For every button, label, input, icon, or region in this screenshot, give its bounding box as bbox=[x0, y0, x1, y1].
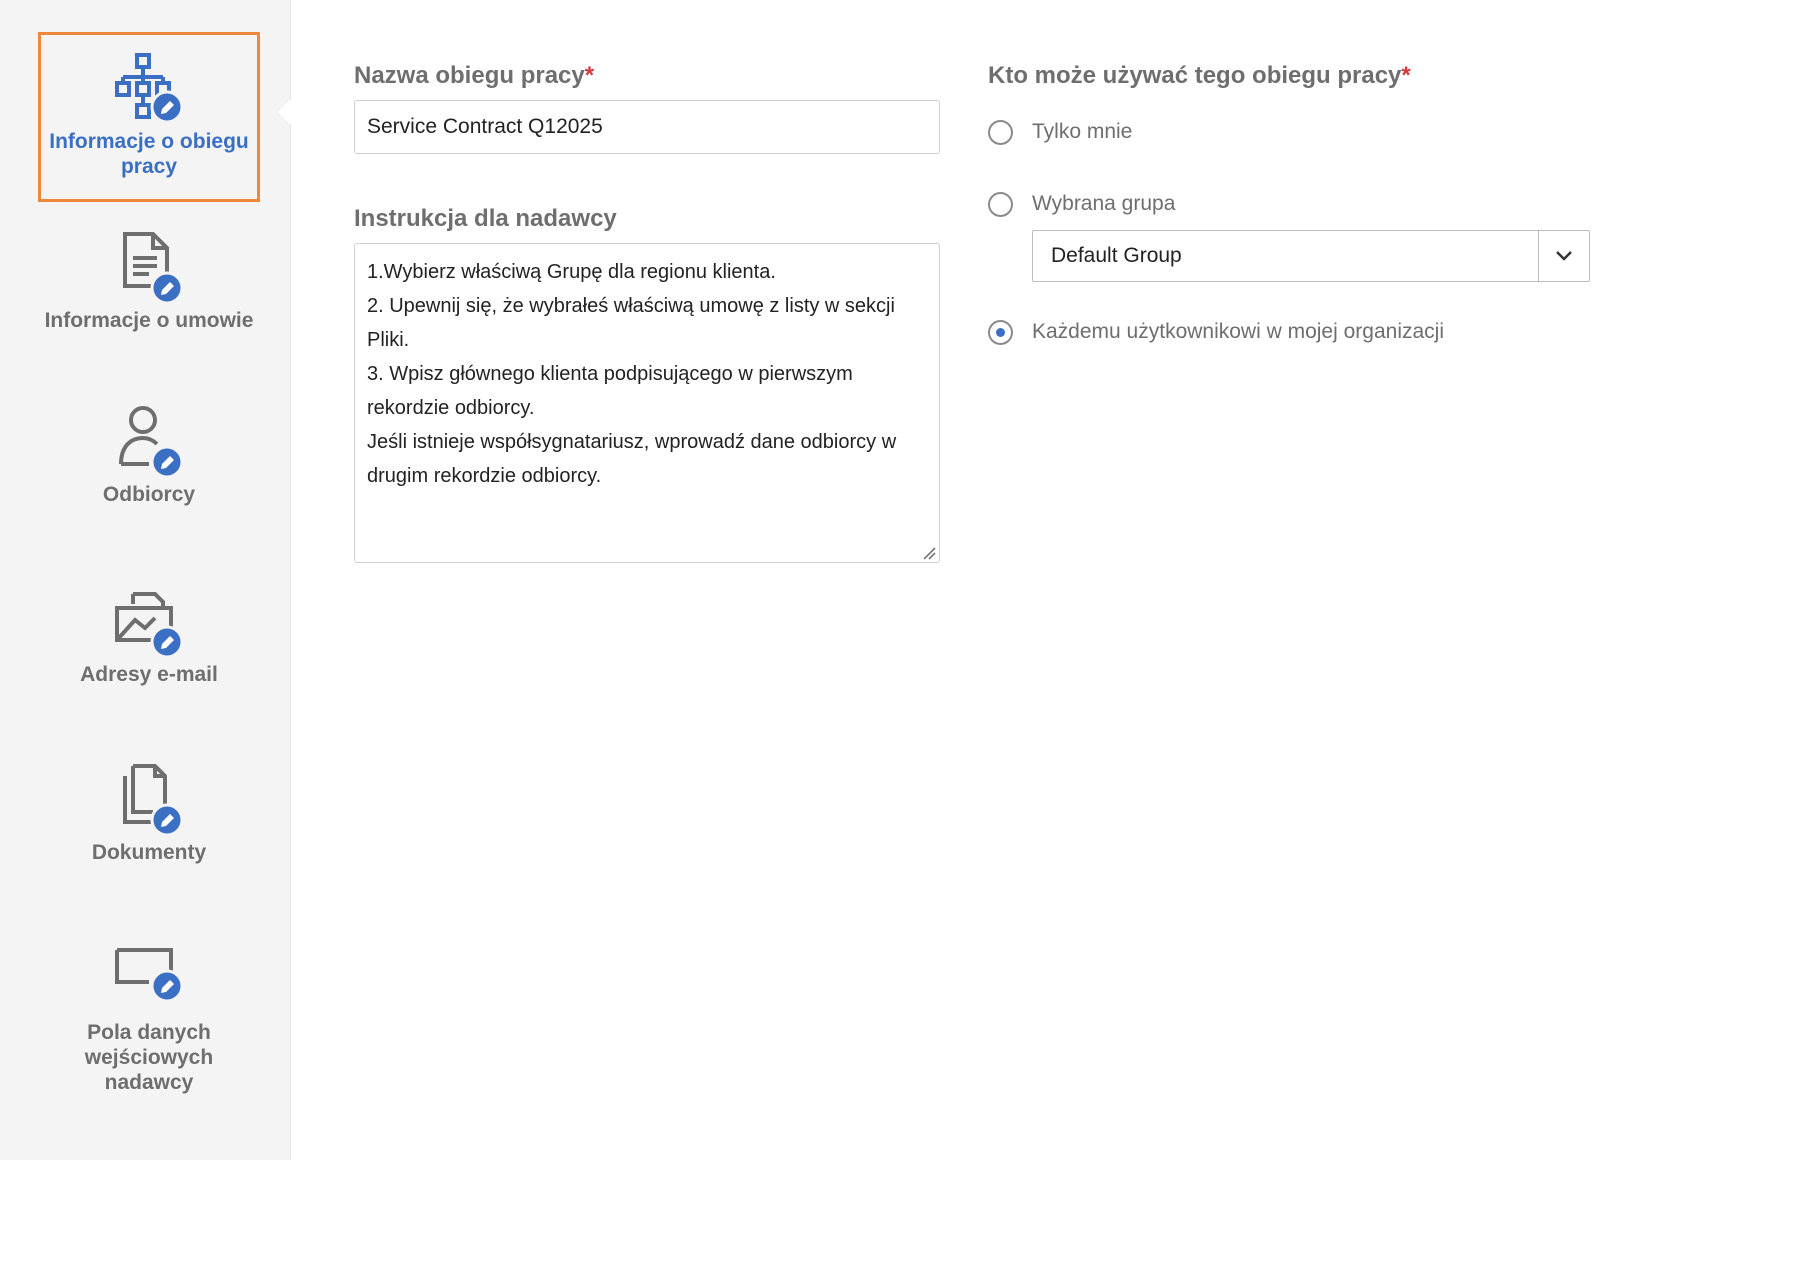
radio-button[interactable] bbox=[988, 320, 1013, 345]
group-select[interactable] bbox=[1032, 230, 1590, 282]
group-select-toggle[interactable] bbox=[1538, 231, 1589, 281]
sidebar-item-documents[interactable] bbox=[38, 754, 260, 924]
sidebar-item-emails[interactable] bbox=[38, 576, 260, 746]
radio-label: Każdemu użytkownikowi w mojej organizacji bbox=[1032, 320, 1445, 343]
radio-only-me[interactable] bbox=[988, 117, 1132, 147]
sidebar-item-agreement-info[interactable] bbox=[38, 220, 260, 390]
email-edit-icon bbox=[109, 582, 189, 662]
sidebar-item-label: Informacje o obiegu pracy bbox=[49, 130, 249, 178]
required-mark: * bbox=[584, 62, 595, 89]
sidebar-item-workflow-info[interactable] bbox=[38, 32, 260, 202]
sidebar-item-recipients[interactable] bbox=[38, 400, 260, 570]
radio-everyone-in-org[interactable] bbox=[988, 317, 1444, 347]
workflow-name-label bbox=[354, 62, 594, 90]
sidebar-item-sender-input-fields[interactable] bbox=[38, 940, 260, 1110]
radio-label: Tylko mnie bbox=[1032, 120, 1133, 143]
sidebar-item-label: Odbiorcy bbox=[102, 483, 196, 506]
workflow-edit-icon bbox=[109, 49, 189, 129]
sidebar bbox=[0, 0, 291, 1160]
radio-button[interactable] bbox=[988, 120, 1013, 145]
radio-selected-group[interactable] bbox=[988, 189, 1175, 219]
radio-label: Wybrana grupa bbox=[1032, 192, 1176, 215]
chevron-down-icon bbox=[1555, 250, 1573, 262]
who-can-use-label bbox=[988, 62, 1411, 90]
sidebar-item-label: Pola danych wejściowych nadawcy bbox=[84, 1021, 214, 1094]
required-mark: * bbox=[1401, 62, 1411, 89]
instructions-label bbox=[354, 205, 617, 233]
user-edit-icon bbox=[109, 402, 189, 482]
instructions-label-text: Instrukcja dla nadawcy bbox=[354, 205, 617, 232]
radio-button[interactable] bbox=[988, 192, 1013, 217]
input-field-edit-icon bbox=[109, 940, 189, 1020]
instructions-textarea[interactable] bbox=[354, 243, 940, 563]
sidebar-item-label: Informacje o umowie bbox=[44, 309, 254, 332]
sidebar-item-label: Dokumenty bbox=[91, 841, 207, 864]
workflow-name-label-text: Nazwa obiegu pracy bbox=[354, 62, 585, 89]
workflow-name-input[interactable] bbox=[354, 100, 940, 154]
files-edit-icon bbox=[109, 760, 189, 840]
resize-handle-icon[interactable] bbox=[922, 546, 936, 560]
group-select-value: Default Group bbox=[1051, 244, 1182, 267]
active-item-pointer bbox=[278, 98, 292, 126]
who-can-use-label-text: Kto może używać tego obiegu pracy bbox=[988, 62, 1402, 89]
sidebar-item-label: Adresy e-mail bbox=[80, 663, 218, 686]
document-edit-icon bbox=[109, 228, 189, 308]
